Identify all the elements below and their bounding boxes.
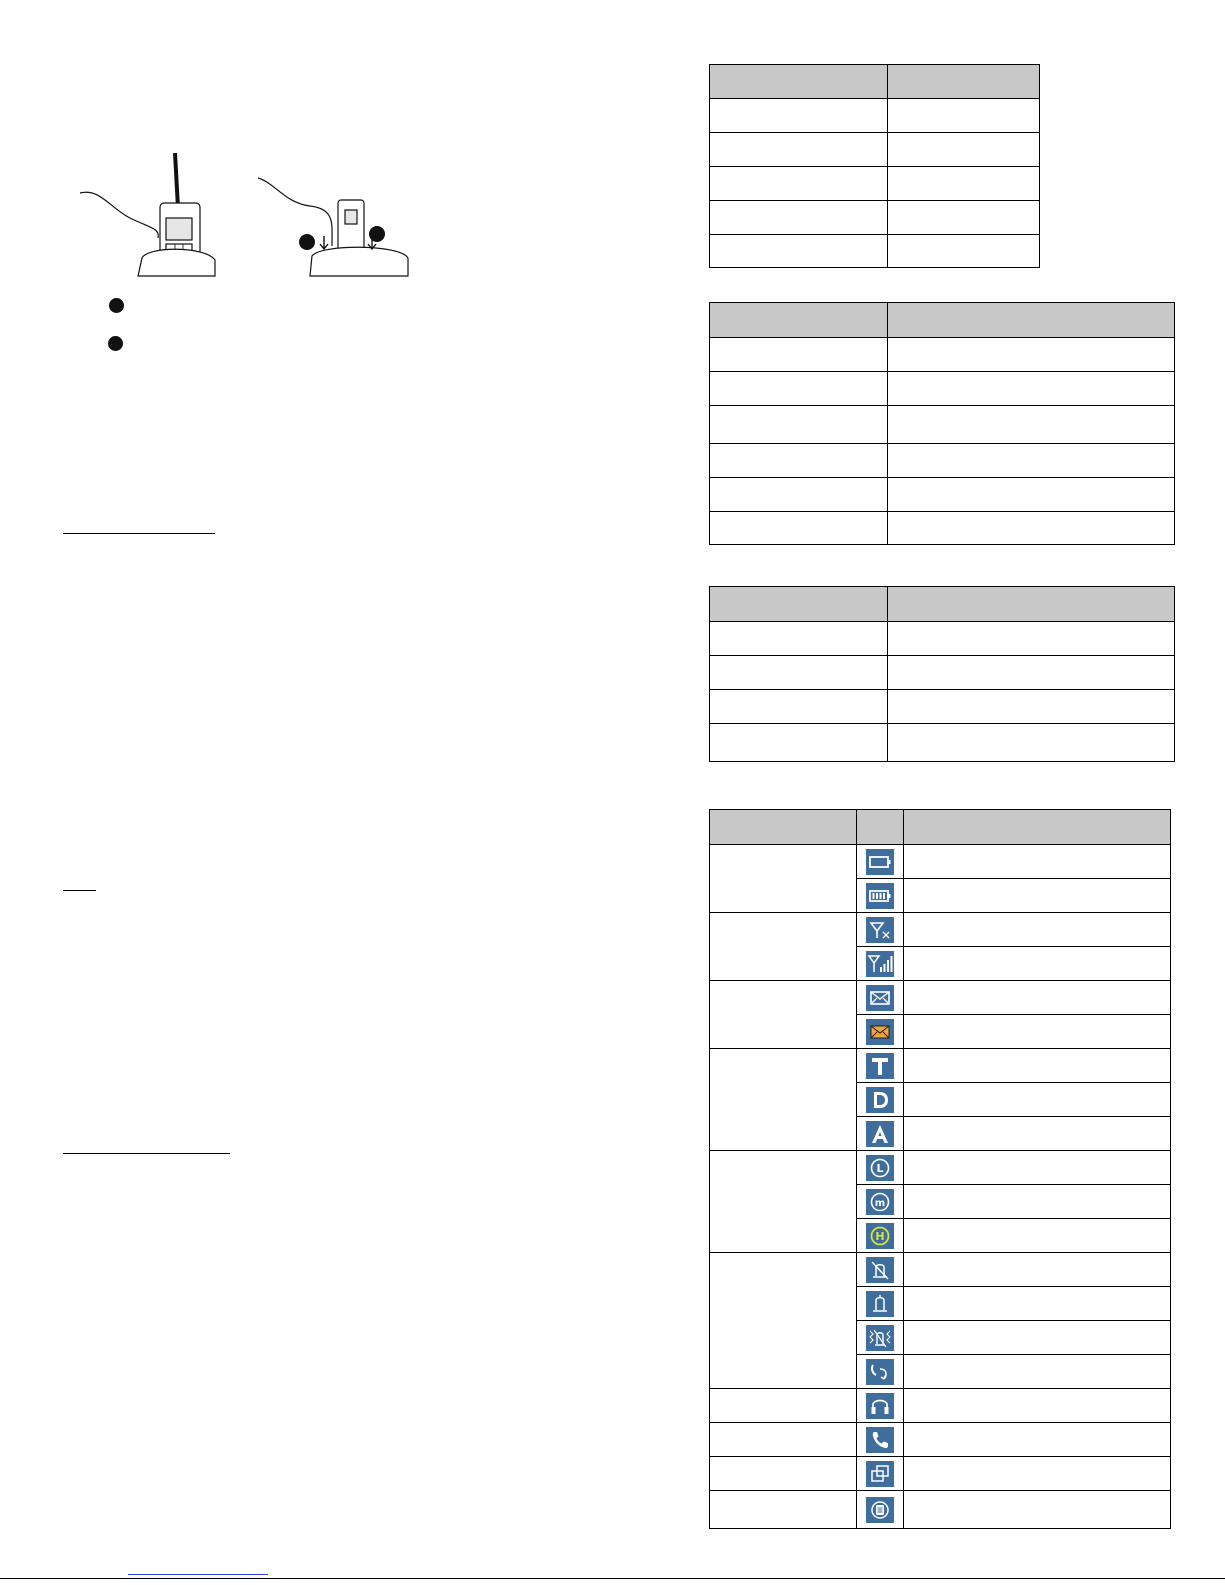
radio-in-charger-drawing [80,153,215,276]
icon-description-cell [904,1287,1171,1321]
svg-text:H: H [875,1229,885,1243]
table-1-cell [710,167,888,201]
icon-description-cell [904,1049,1171,1083]
vibrate-ring-icon [866,1325,894,1351]
icon-group-cell [710,1457,857,1491]
battery-full-icon [866,883,894,909]
table-3-header-cell [888,587,1175,622]
icon-description-cell [904,1423,1171,1457]
table-3-cell [888,656,1175,690]
icon-description-cell [904,1355,1171,1389]
table-1-header-cell [710,65,888,99]
status-icon-table [709,809,1171,1529]
table-2-cell [888,372,1175,406]
letter-a-icon [866,1121,894,1147]
icon-group-cell [710,1389,857,1423]
icon-description-cell [904,1151,1171,1185]
table-3-cell [710,690,888,724]
spec-table-1 [709,64,1040,268]
battery-in-charger-drawing [258,178,408,276]
table-2-cell [888,478,1175,512]
table-2-cell [888,512,1175,545]
icon-description-cell [904,1117,1171,1151]
table-1-cell [710,133,888,167]
phone-call-icon [866,1427,894,1453]
spec-table-3 [709,586,1175,762]
table-3-cell [888,690,1175,724]
table-1-cell [888,235,1040,268]
power-medium-icon [866,1189,894,1215]
table-2-cell [710,372,888,406]
legend-marker-2 [108,336,123,351]
table-2-cell [710,478,888,512]
table-3-cell [710,724,888,762]
icon-description-cell [904,1083,1171,1117]
section-heading-underline-3 [63,1153,230,1154]
message-unread-icon [866,1019,894,1045]
table-1-cell [888,133,1040,167]
headset-icon [866,1393,894,1419]
icon-description-cell [904,1253,1171,1287]
table-2-cell [710,512,888,545]
icon-group-cell [710,1253,857,1389]
ring-icon [866,1291,894,1317]
power-low-icon [866,1155,894,1181]
table-3-header-cell [710,587,888,622]
icon-group-cell [710,845,857,913]
legend-marker-1 [109,298,124,313]
table-2-header-cell [710,303,888,338]
spec-table-2 [709,302,1175,545]
scan-icon [866,1461,894,1487]
table-3-cell [710,656,888,690]
icon-description-cell [904,947,1171,981]
table-2-header-cell [888,303,1175,338]
table-2-cell [888,444,1175,478]
icon-group-cell [710,1423,857,1457]
icon-description-cell [904,1321,1171,1355]
icon-table-header-cell [904,810,1171,845]
silent-icon [866,1257,894,1283]
table-1-cell [710,201,888,235]
icon-table-header-cell [710,810,857,845]
table-3-cell [710,622,888,656]
power-high-icon [866,1223,894,1249]
step-marker-1 [299,234,315,250]
table-1-cell [710,235,888,268]
signal-strength-icon [866,951,894,977]
icon-description-cell [904,1457,1171,1491]
section-heading-underline-1 [63,533,215,534]
footer-link-underline[interactable] [128,1574,268,1575]
icon-description-cell [904,1015,1171,1049]
icon-description-cell [904,1389,1171,1423]
icon-group-cell [710,981,857,1049]
icon-table-header-cell [857,810,904,845]
table-1-cell [888,99,1040,133]
table-2-cell [888,406,1175,444]
section-heading-underline-2 [63,890,96,891]
encryption-icon [866,1497,894,1523]
message-read-icon [866,985,894,1011]
icon-description-cell [904,845,1171,879]
table-1-cell [888,201,1040,235]
no-signal-icon [866,917,894,943]
icon-group-cell [710,1491,857,1529]
icon-description-cell [904,1219,1171,1253]
icon-description-cell [904,879,1171,913]
svg-text:L: L [876,1161,884,1175]
step-marker-2 [369,226,385,242]
table-2-cell [710,444,888,478]
letter-t-icon [866,1053,894,1079]
call-forward-icon [866,1359,894,1385]
battery-empty-icon [866,849,894,875]
charger-illustration [70,148,430,280]
table-3-cell [888,724,1175,762]
footer-rule [0,1578,1225,1579]
icon-description-cell [904,1491,1171,1529]
icon-description-cell [904,981,1171,1015]
table-1-cell [888,167,1040,201]
icon-description-cell [904,1185,1171,1219]
table-2-cell [710,338,888,372]
icon-group-cell [710,1049,857,1151]
icon-description-cell [904,913,1171,947]
table-2-cell [888,338,1175,372]
icon-group-cell [710,1151,857,1253]
table-2-cell [710,406,888,444]
icon-group-cell [710,913,857,981]
table-3-cell [888,622,1175,656]
table-1-cell [710,99,888,133]
table-1-header-cell [888,65,1040,99]
svg-text:m: m [874,1197,886,1209]
letter-d-icon [866,1087,894,1113]
